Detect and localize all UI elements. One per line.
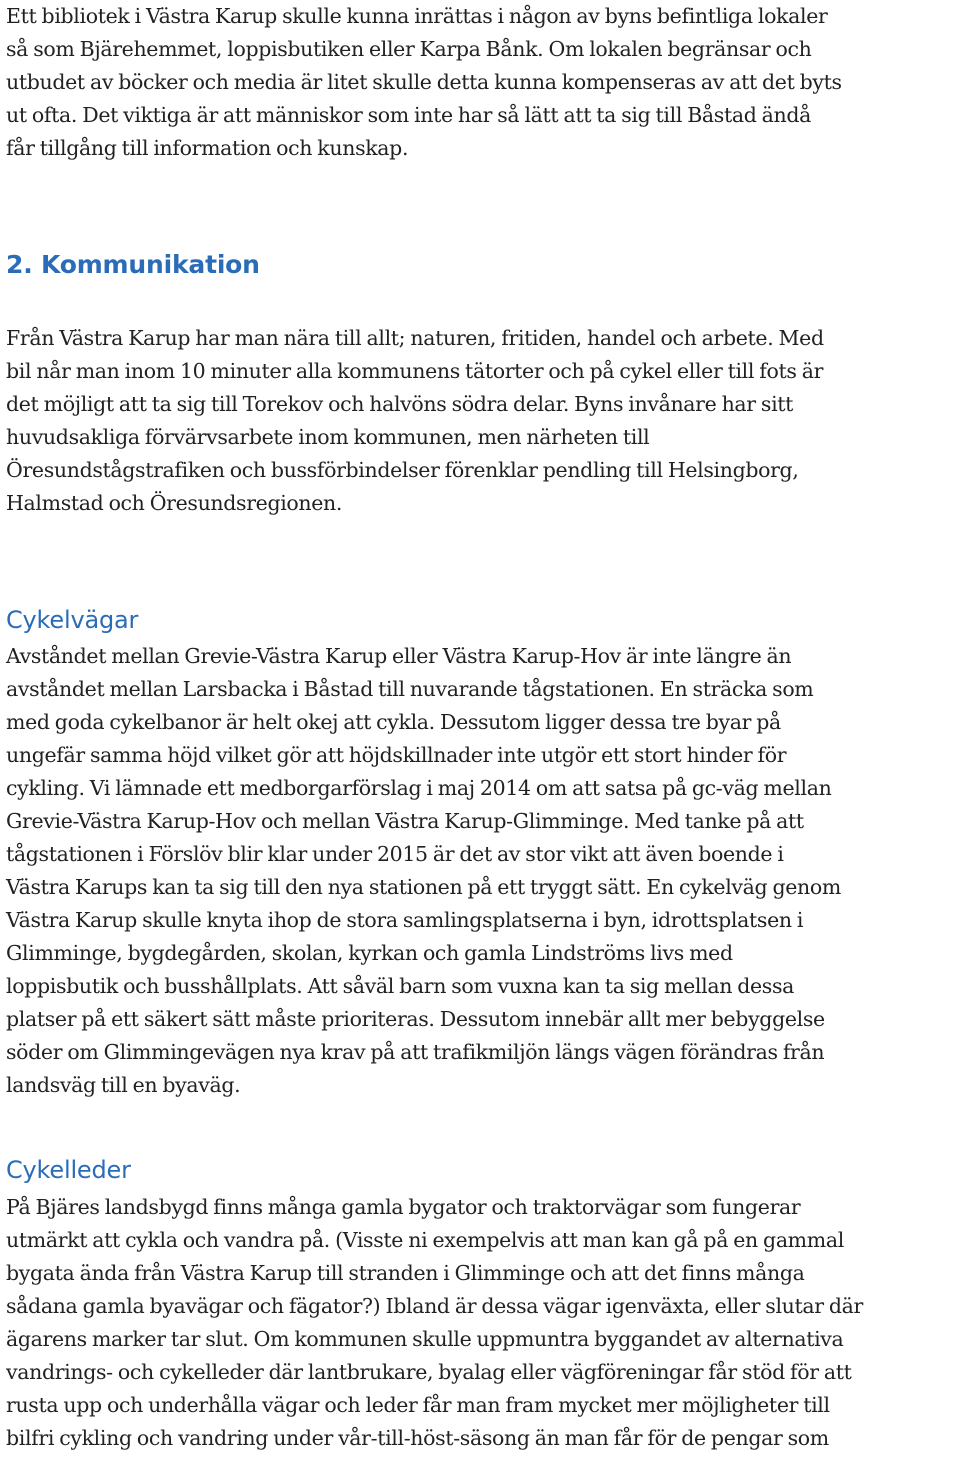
text-line: Västra Karups kan ta sig till den nya stationen på ett tryggt sätt. En cykelväg genom (6, 875, 841, 899)
text-line: platser på ett säkert sätt måste prioriteras. Dessutom innebär allt mer bebyggelse (6, 1007, 825, 1031)
kommunikation-paragraph (6, 322, 960, 520)
text-line: får tillgång till information och kunskap. (6, 136, 409, 160)
intro-paragraph (6, 0, 960, 165)
text-line: Glimminge, bygdegården, skolan, kyrkan och gamla Lindströms livs med (6, 941, 733, 965)
cykelvagar-paragraph (6, 640, 960, 1102)
text-line: vandrings- och cykelleder där lantbrukare, byalag eller vägföreningar får stöd för att (6, 1360, 852, 1384)
text-line: På Bjäres landsbygd finns många gamla bygator och traktorvägar som fungerar (6, 1195, 801, 1219)
text-line: söder om Glimmingevägen nya krav på att trafikmiljön längs vägen förändras från (6, 1040, 825, 1064)
text-line: loppisbutik och busshållplats. Att såväl barn som vuxna kan ta sig mellan dessa (6, 974, 794, 998)
text-line: Grevie-Västra Karup-Hov och mellan Västra Karup-Glimminge. Med tanke på att (6, 809, 804, 833)
section-heading-kommunikation: 2. Kommunikation (6, 250, 260, 279)
text-line: det möjligt att ta sig till Torekov och halvöns södra delar. Byns invånare har sitt (6, 392, 794, 416)
text-line: ägarens marker tar slut. Om kommunen skulle uppmuntra byggandet av alternativa (6, 1327, 844, 1351)
text-line: bilfri cykling och vandring under vår-till-höst-säsong än man får för de pengar som (6, 1426, 829, 1450)
section-heading-cykelleder: Cykelleder (6, 1156, 131, 1184)
text-line: bygata ända från Västra Karup till stranden i Glimminge och att det finns många (6, 1261, 805, 1285)
section-heading-cykelvagar: Cykelvägar (6, 606, 139, 634)
text-line: så som Bjärehemmet, loppisbutiken eller Karpa Bånk. Om lokalen begränsar och (6, 37, 812, 61)
text-line: ut ofta. Det viktiga är att människor som inte har så lätt att ta sig till Båstad ändå (6, 103, 812, 127)
text-line: Ett bibliotek i Västra Karup skulle kunna inrättas i någon av byns befintliga lokaler (6, 4, 828, 28)
text-line: rusta upp och underhålla vägar och leder får man fram mycket mer möjligheter till (6, 1393, 830, 1417)
text-line: Avståndet mellan Grevie-Västra Karup eller Västra Karup-Hov är inte längre än (6, 644, 792, 668)
text-line: Öresundstågstrafiken och bussförbindelser förenklar pendling till Helsingborg, (6, 458, 799, 482)
text-line: cykling. Vi lämnade ett medborgarförslag i maj 2014 om att satsa på gc-väg mellan (6, 776, 832, 800)
text-line: bil når man inom 10 minuter alla kommunens tätorter och på cykel eller till fots är (6, 359, 824, 383)
text-line: tågstationen i Förslöv blir klar under 2015 är det av stor vikt att även boende i (6, 842, 784, 866)
text-line: utmärkt att cykla och vandra på. (Visste ni exempelvis att man kan gå på en gammal (6, 1228, 844, 1252)
text-line: huvudsakliga förvärvsarbete inom kommunen, men närheten till (6, 425, 650, 449)
text-line: Från Västra Karup har man nära till allt; naturen, fritiden, handel och arbete. Med (6, 326, 824, 350)
text-line: ungefär samma höjd vilket gör att höjdskillnader inte utgör ett stort hinder för (6, 743, 787, 767)
text-line: med goda cykelbanor är helt okej att cykla. Dessutom ligger dessa tre byar på (6, 710, 781, 734)
text-line: landsväg till en byaväg. (6, 1073, 241, 1097)
text-line: Halmstad och Öresundsregionen. (6, 491, 343, 515)
cykelleder-paragraph (6, 1191, 960, 1455)
text-line: Västra Karup skulle knyta ihop de stora samlingsplatserna i byn, idrottsplatsen i (6, 908, 804, 932)
text-line: utbudet av böcker och media är litet skulle detta kunna kompenseras av att det byts (6, 70, 842, 94)
text-line: sådana gamla byavägar och fägator?) Ibland är dessa vägar igenväxta, eller slutar där (6, 1294, 863, 1318)
text-line: avståndet mellan Larsbacka i Båstad till nuvarande tågstationen. En sträcka som (6, 677, 814, 701)
